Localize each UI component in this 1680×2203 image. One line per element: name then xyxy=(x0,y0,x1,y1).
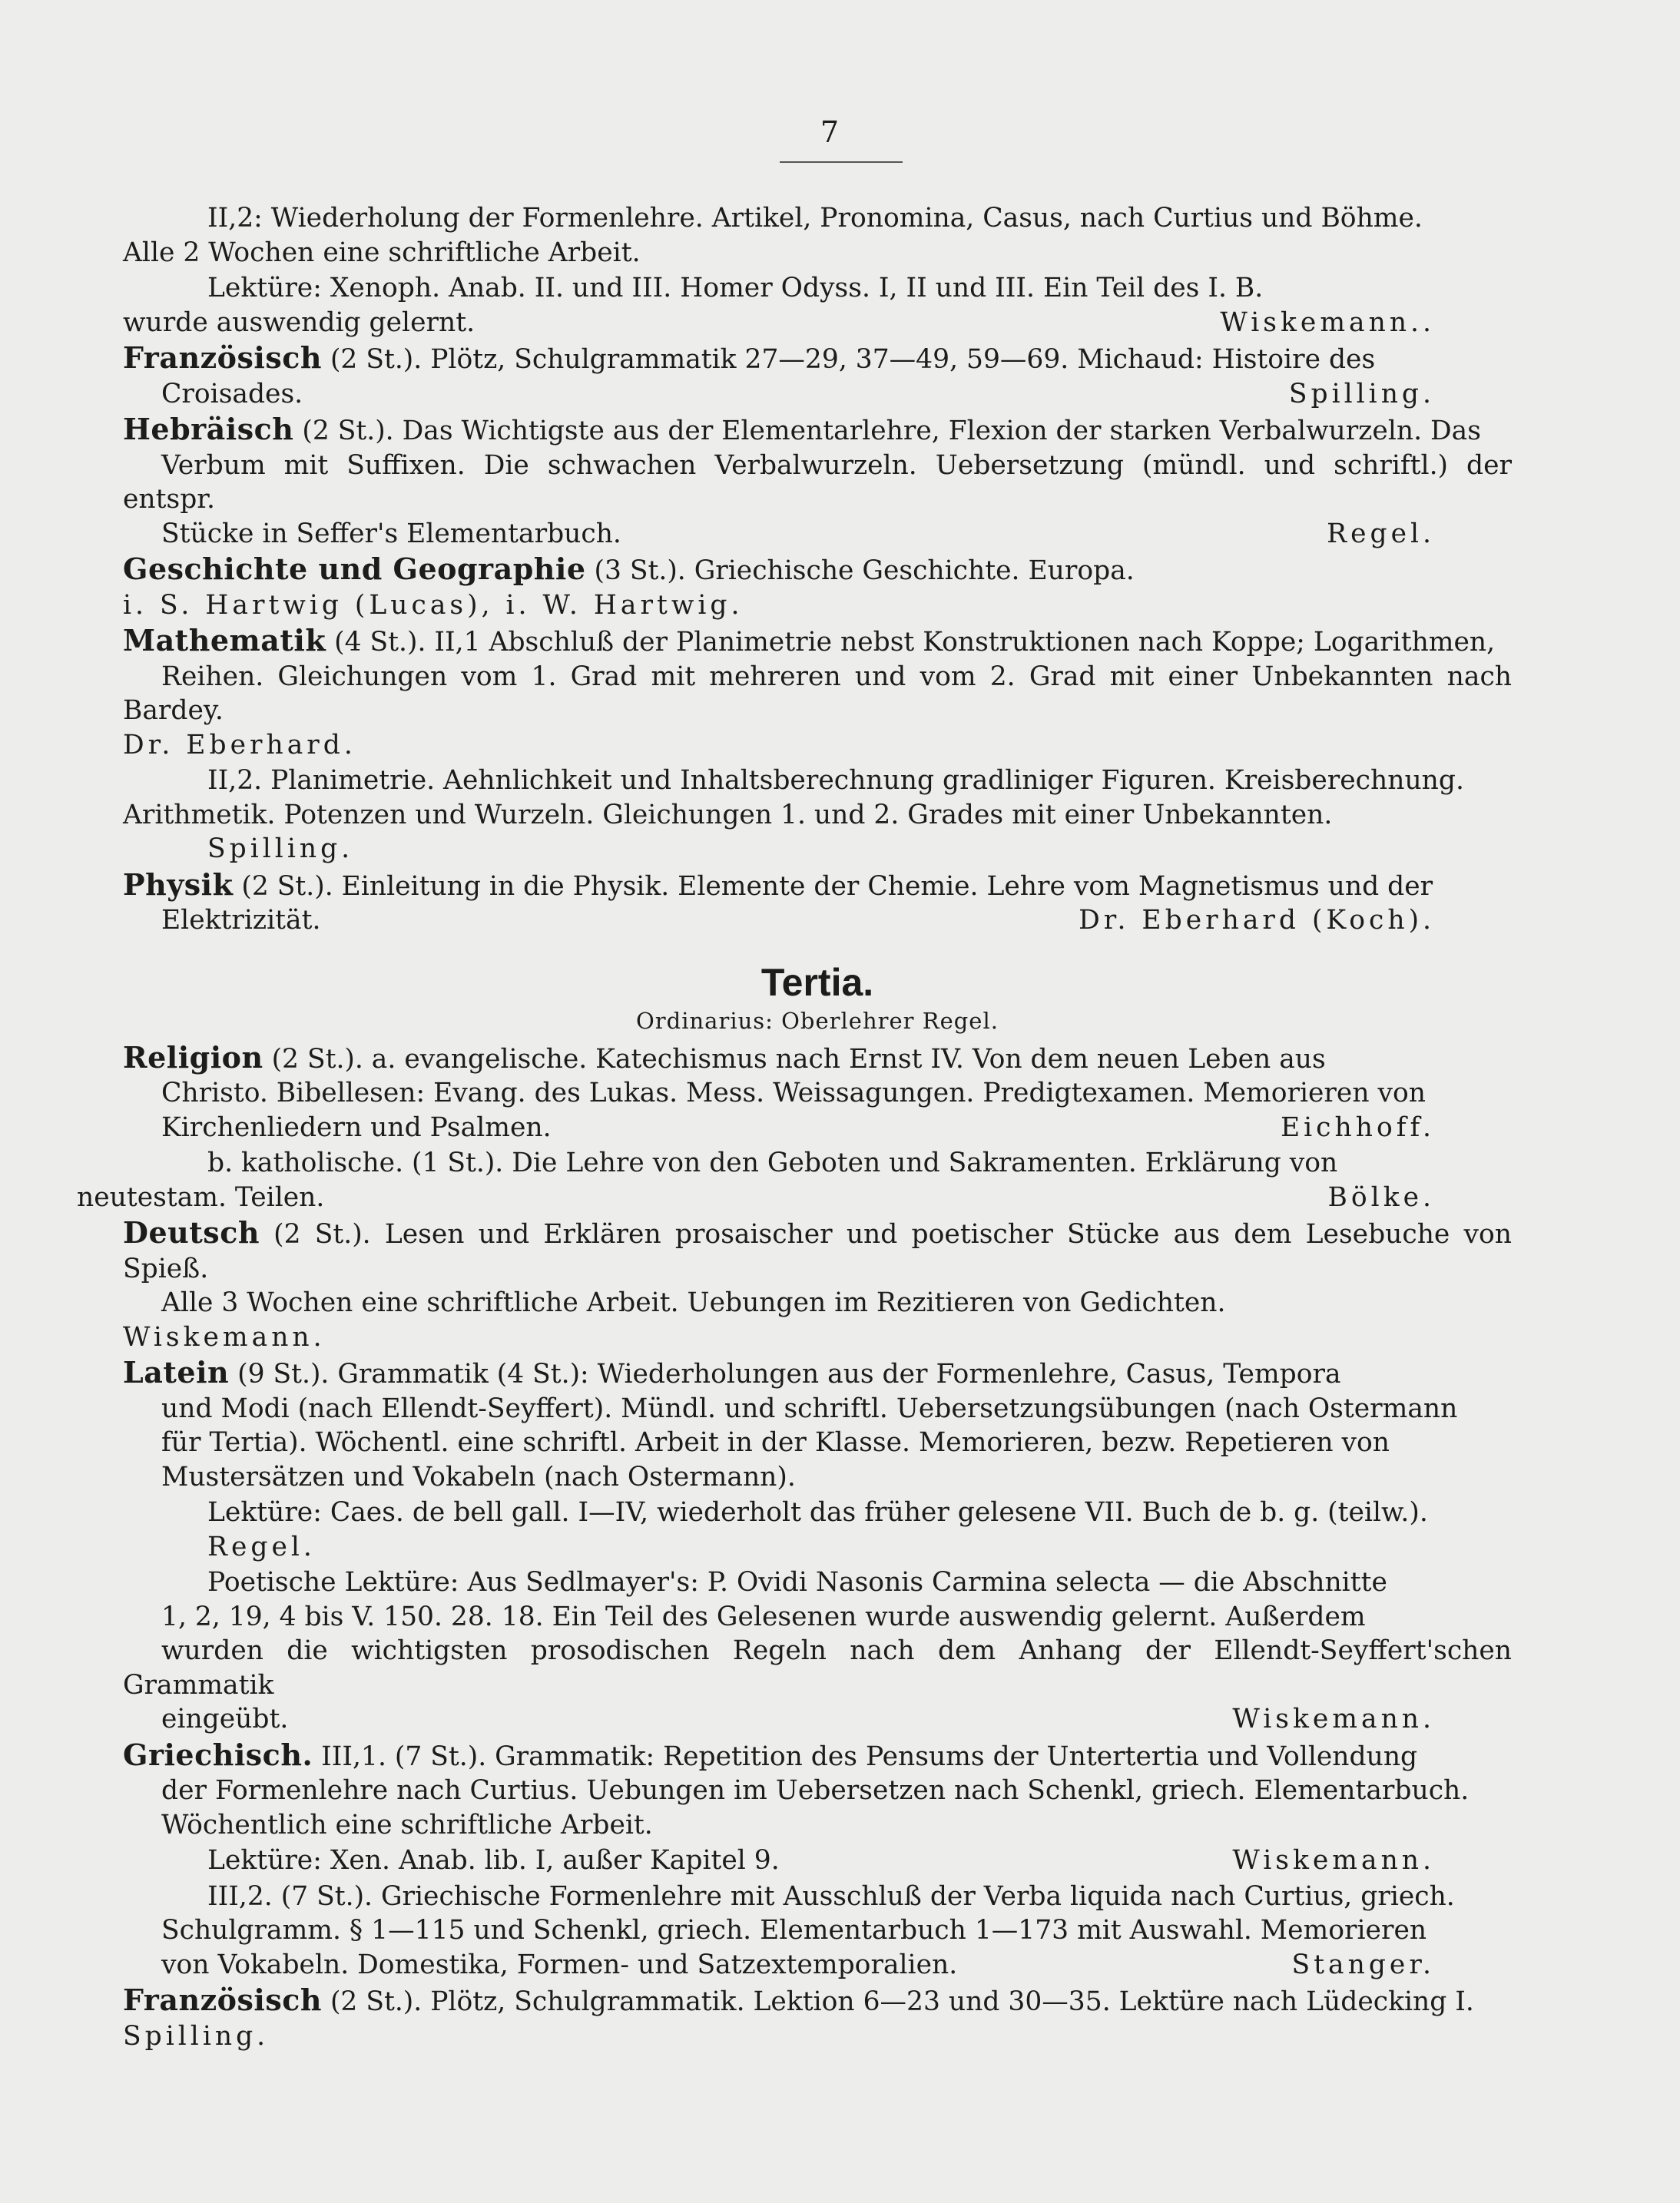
paragraph-latein-poetische: Poetische Lektüre: Aus Sedlmayer's: P. Ovidi Nasonis Carmina selecta — die Abschnitte 1, 2, 19, 4 bis V. 150. 28. 18. Ein Teil des Gelesenen wurde auswendig gelernt. Außerdem wurden die wichtigsten prosodischen Regeln nach dem Anhang der Ellendt-Seyffert'schen Grammatik eingeübt. Wiskemann. xyxy=(123,1565,1512,1737)
signature: Regel. xyxy=(1327,518,1435,549)
signature: Spilling. xyxy=(123,2020,270,2052)
signature: Eichhoff. xyxy=(1280,1111,1435,1143)
subject-griechisch: Griechisch. III,1. (7 St.). Grammatik: Repetition des Pensums der Untertertia und Vollendung der Formenlehre nach Curtius. Uebungen im Uebersetzen nach Schenkl, griech. Elementarbuch. Wöchentlich eine schriftliche Arbeit. xyxy=(123,1737,1470,1840)
subject-geschichte: Geschichte und Geographie (3 St.). Griechische Geschichte. Europa. i. S. Hartwig (Lucas), i. W. Hartwig. xyxy=(123,552,1512,622)
signature: Wiskemann.. xyxy=(1220,306,1435,338)
paragraph-math-ii2: II,2. Planimetrie. Aehnlichkeit und Inhaltsberechnung gradliniger Figuren. Kreisberechnung. Arithmetik. Potenzen und Wurzeln. Gleichungen 1. und 2. Grades mit einer Unbekannten. Spilling. xyxy=(123,764,1512,866)
subject-title: Deutsch xyxy=(123,1215,260,1250)
subject-latein: Latein (9 St.). Grammatik (4 St.): Wiederholungen aus der Formenlehre, Casus, Tempora und Modi (nach Ellendt-Seyffert). Mündl. und schriftl. Uebersetzungsübungen (nach Ostermann für Tertia). Wöchentl. eine schriftl. Arbeit in der Klasse. Memorieren, bezw. Repetieren von Mustersätzen und Vokabeln (nach Ostermann). xyxy=(123,1355,1458,1492)
subject-title: Religion xyxy=(123,1039,263,1075)
subject-physik: Physik (2 St.). Einleitung in die Physik. Elemente der Chemie. Lehre vom Magnetismus und der Elektrizität. Dr. Eberhard (Koch). xyxy=(123,868,1512,938)
signature: Regel. xyxy=(207,1531,316,1562)
subject-title: Mathematik xyxy=(123,623,326,658)
paragraph-latein-lektuere: Lektüre: Caes. de bell gall. I—IV, wiederholt das früher gelesene VII. Buch de b. g. (teilw.). Regel. xyxy=(123,1496,1512,1564)
signature: Spilling. xyxy=(1288,378,1435,409)
signature: Wiskemann. xyxy=(1232,1704,1435,1734)
subject-title: Griechisch. xyxy=(123,1737,313,1772)
signature: Spilling. xyxy=(207,833,354,864)
subject-title: Latein xyxy=(123,1355,230,1390)
page-content xyxy=(77,201,1513,2053)
subject-title: Physik xyxy=(123,866,234,902)
section-heading-tertia: Tertia. xyxy=(760,960,874,1004)
page-number-rule xyxy=(780,161,903,163)
signature: Wiskemann. xyxy=(123,1321,326,1353)
paragraph-griechisch-iii2: III,2. (7 St.). Griechische Formenlehre mit Ausschluß der Verba liquida nach Curtius, griech. Schulgramm. § 1—115 und Schenkl, griech. Elementarbuch 1—173 mit Auswahl. Memorieren von Vokabeln. Domestika, Formen- und Satzextemporalien. Stanger. xyxy=(123,1880,1512,1983)
subject-franzoesisch-tertia: Französisch (2 St.). Plötz, Schulgrammatik. Lektion 6—23 und 30—35. Lektüre nach Lüdecking I. Spilling. xyxy=(123,1983,1512,2053)
signature: Bölke. xyxy=(1327,1181,1435,1213)
signature: Dr. Eberhard. xyxy=(123,729,356,760)
subject-title: Hebräisch xyxy=(123,412,294,446)
page-number: 7 xyxy=(820,115,840,149)
subject-deutsch: Deutsch (2 St.). Lesen und Erklären prosaischer und poetischer Stücke aus dem Lesebuche von Spieß. Alle 3 Wochen eine schriftliche Arbeit. Uebungen im Rezitieren von Gedichten. Wiskemann. xyxy=(123,1216,1512,1354)
subject-religion: Religion (2 St.). a. evangelische. Katechismus nach Ernst IV. Von dem neuen Leben aus Christo. Bibellesen: Evang. des Lukas. Mess. Weissagungen. Predigtexamen. Memorieren von Kirchenliedern und Psalmen. Eichhoff. xyxy=(123,1041,1512,1145)
paragraph-greek-lektuere: Lektüre: Xenoph. Anab. II. und III. Homer Odyss. I, II und III. Ein Teil des I. B. wurde auswendig gelernt. Wiskemann.. xyxy=(123,271,1512,340)
paragraph-greek-ii2: II,2: Wiederholung der Formenlehre. Artikel, Pronomina, Casus, nach Curtius und Böhme. Alle 2 Wochen eine schriftliche Arbeit. xyxy=(123,203,1423,268)
signature: Stanger. xyxy=(1291,1949,1435,1980)
subject-hebraeisch: Hebräisch (2 St.). Das Wichtigste aus der Elementarlehre, Flexion der starken Verbalwurzeln. Das Verbum mit Suffixen. Die schwachen Verbalwurzeln. Uebersetzung (mündl. und schriftl.) der entspr. Stücke in Seffer's Elementarbuch. Regel. xyxy=(123,412,1512,551)
subject-mathematik: Mathematik (4 St.). II,1 Abschluß der Planimetrie nebst Konstruktionen nach Koppe; Logarithmen, Reihen. Gleichungen vom 1. Grad mit mehreren und vom 2. Grad mit einer Unbekannten nach Bardey. Dr. Eberhard. xyxy=(123,624,1512,762)
paragraph-religion-kath: b. katholische. (1 St.). Die Lehre von den Geboten und Sakramenten. Erklärung von neutestam. Teilen. Bölke. xyxy=(123,1146,1512,1214)
subject-title: Französisch xyxy=(123,340,322,375)
subject-title: Französisch xyxy=(123,1983,322,2017)
subject-title: Geschichte und Geographie xyxy=(123,552,586,586)
ordinarius-line: Ordinarius: Oberlehrer Regel. xyxy=(636,1007,999,1034)
signature: Dr. Eberhard (Koch). xyxy=(1079,905,1435,936)
signature: Wiskemann. xyxy=(1232,1845,1435,1876)
paragraph-griechisch-lektuere: Lektüre: Xen. Anab. lib. I, außer Kapitel 9. Wiskemann. xyxy=(123,1844,1512,1878)
subject-franzoesisch: Französisch (2 St.). Plötz, Schulgrammatik 27—29, 37—49, 59—69. Michaud: Histoire des Croisades. Spilling. xyxy=(123,341,1512,411)
signature: i. S. Hartwig (Lucas), i. W. Hartwig. xyxy=(123,589,744,621)
